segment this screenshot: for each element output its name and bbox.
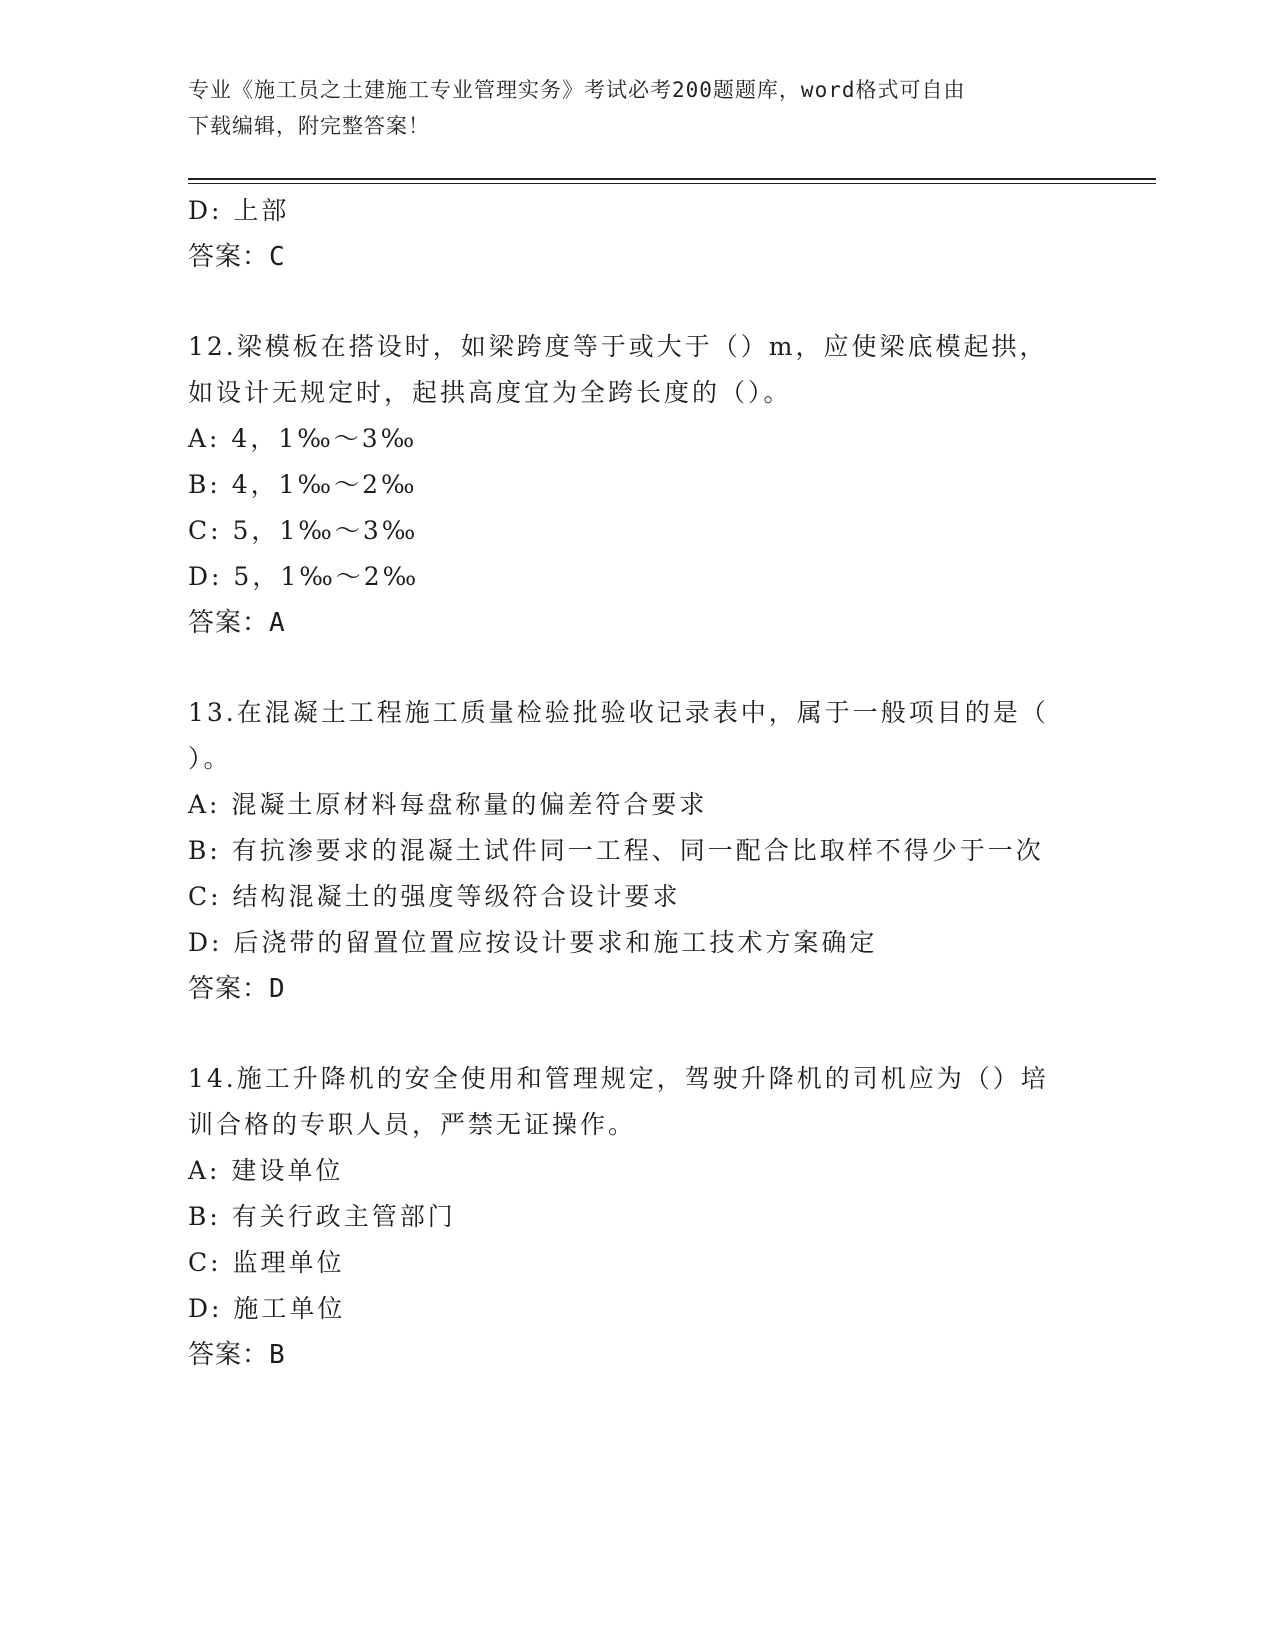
option-c: C: 5，1‰～3‰ [188,516,419,545]
answer-line: 答案：A [188,608,286,638]
spacer [188,280,1088,324]
answer-line: 答案：C [188,242,286,272]
question-stem-line-2: 如设计无规定时，起拱高度宜为全跨长度的（）。 [188,378,792,407]
question-stem-line-2: ）。 [188,744,232,773]
answer-line: 答案：B [188,1340,286,1370]
previous-question-tail [188,188,1088,280]
answer-line: 答案：D [188,974,286,1004]
option-b: B: 4，1‰～2‰ [188,470,418,499]
option-d: D: 施工单位 [188,1294,346,1323]
header-title-line-2: 下载编辑，附完整答案！ [188,114,430,138]
option-c: C: 监理单位 [188,1248,345,1277]
option-c: C: 结构混凝土的强度等级符合设计要求 [188,882,681,911]
option-d: D: 后浇带的留置位置应按设计要求和施工技术方案确定 [188,928,878,957]
header-divider-thick [188,178,1156,180]
option-a: A: 混凝土原材料每盘称量的偏差符合要求 [188,790,708,819]
option-d: D: 上部 [188,196,290,225]
question-content [188,188,1088,1378]
question-stem-line-2: 训合格的专职人员，严禁无证操作。 [188,1110,637,1139]
option-a: A: 4，1‰～3‰ [188,424,418,453]
question-stem-line-1: 12.梁模板在搭设时，如梁跨度等于或大于（）m，应使梁底模起拱， [188,332,1048,361]
header-title-line-1: 专业《施工员之土建施工专业管理实务》考试必考200题题库，word格式可自由 [188,78,966,102]
header-divider-thin [188,183,1156,184]
question-12 [188,324,1088,646]
question-stem-line-1: 13.在混凝土工程施工质量检验批验收记录表中，属于一般项目的是（ [188,698,1049,727]
option-d: D: 5，1‰～2‰ [188,562,420,591]
option-b: B: 有关行政主管部门 [188,1202,456,1231]
document-header [188,72,1088,144]
question-13 [188,690,1088,1012]
option-a: A: 建设单位 [188,1156,344,1185]
spacer [188,1012,1088,1056]
question-14 [188,1056,1088,1378]
spacer [188,646,1088,690]
option-b: B: 有抗渗要求的混凝土试件同一工程、同一配合比取样不得少于一次 [188,836,1044,865]
question-stem-line-1: 14.施工升降机的安全使用和管理规定，驾驶升降机的司机应为（）培 [188,1064,1049,1093]
